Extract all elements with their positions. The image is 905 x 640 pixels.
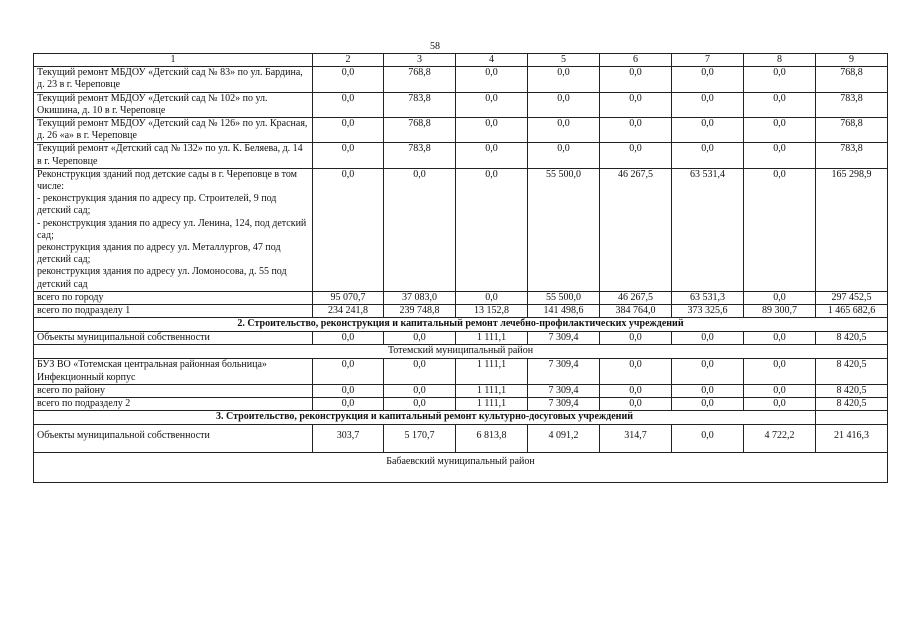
cell-value: 0,0 — [672, 118, 744, 143]
cell-value: 13 152,8 — [456, 305, 528, 318]
cell-value: 0,0 — [744, 92, 816, 117]
cell-value: 1 111,1 — [456, 332, 528, 345]
cell-value: 0,0 — [600, 67, 672, 92]
total-row — [34, 305, 888, 318]
cell-value: 0,0 — [313, 359, 384, 384]
column-number: 6 — [600, 54, 672, 67]
cell-value: 0,0 — [744, 118, 816, 143]
table-row — [34, 143, 888, 168]
cell-value: 0,0 — [313, 143, 384, 168]
section-heading-row — [34, 318, 888, 332]
cell-value: 303,7 — [313, 425, 384, 453]
cell-value: 0,0 — [384, 398, 456, 411]
cell-value: 0,0 — [600, 359, 672, 384]
cell-value: 0,0 — [672, 92, 744, 117]
cell-value: 373 325,6 — [672, 305, 744, 318]
cell-value: 0,0 — [456, 168, 528, 291]
cell-value: 768,8 — [816, 118, 888, 143]
cell-value: 0,0 — [672, 425, 744, 453]
cell-value: 0,0 — [672, 143, 744, 168]
cell-value: 0,0 — [744, 398, 816, 411]
cell-value: 0,0 — [672, 384, 744, 397]
cell-value: 8 420,5 — [816, 398, 888, 411]
cell-value: 384 764,0 — [600, 305, 672, 318]
cell-value: 0,0 — [600, 398, 672, 411]
cell-value: 0,0 — [672, 67, 744, 92]
cell-value: 768,8 — [384, 118, 456, 143]
column-number: 8 — [744, 54, 816, 67]
cell-value: 0,0 — [600, 384, 672, 397]
table-row — [34, 67, 888, 92]
cell-value: 0,0 — [744, 359, 816, 384]
cell-value: 0,0 — [456, 143, 528, 168]
cell-value: 0,0 — [528, 67, 600, 92]
row-name-line: - реконструкция здания по адресу пр. Строителей, 9 под детский сад; — [37, 193, 277, 217]
cell-value: 8 420,5 — [816, 332, 888, 345]
cell-value: 21 416,3 — [816, 425, 888, 453]
row-name: всего по подразделу 2 — [34, 398, 313, 411]
section-heading: 3. Строительство, реконструкция и капитальный ремонт культурно-досуговых учреждений — [34, 411, 816, 425]
cell-value: 0,0 — [384, 332, 456, 345]
cell-value: 7 309,4 — [528, 398, 600, 411]
row-name-line: Реконструкция зданий под детские сады в г. Череповце в том числе: — [37, 168, 297, 193]
cell-value: 63 531,4 — [672, 168, 744, 291]
column-number: 1 — [34, 54, 313, 67]
row-name: Объекты муниципальной собственности — [34, 425, 313, 453]
cell-value: 8 420,5 — [816, 384, 888, 397]
table-row — [34, 425, 888, 453]
column-number: 9 — [816, 54, 888, 67]
cell-value: 768,8 — [384, 67, 456, 92]
cell-value: 1 111,1 — [456, 398, 528, 411]
total-row — [34, 398, 888, 411]
column-number: 4 — [456, 54, 528, 67]
cell-value: 46 267,5 — [600, 291, 672, 304]
cell-value: 0,0 — [528, 143, 600, 168]
cell-value: 783,8 — [384, 143, 456, 168]
cell-value: 0,0 — [744, 143, 816, 168]
cell-value: 297 452,5 — [816, 291, 888, 304]
row-name: Объекты муниципальной собственности — [34, 332, 313, 345]
table-row — [34, 332, 888, 345]
cell-value: 768,8 — [816, 67, 888, 92]
region-heading-row — [34, 453, 888, 483]
cell-value: 0,0 — [313, 118, 384, 143]
column-number: 3 — [384, 54, 456, 67]
cell-value: 55 500,0 — [528, 291, 600, 304]
cell-value: 0,0 — [313, 67, 384, 92]
region-heading-row — [34, 345, 888, 359]
cell-value: 0,0 — [672, 359, 744, 384]
cell-value: 1 465 682,6 — [816, 305, 888, 318]
cell-value: 783,8 — [384, 92, 456, 117]
cell-value: 0,0 — [744, 168, 816, 291]
cell-value: 0,0 — [456, 118, 528, 143]
cell-value: 783,8 — [816, 92, 888, 117]
cell-value: 4 722,2 — [744, 425, 816, 453]
cell-value: 239 748,8 — [384, 305, 456, 318]
cell-value: 63 531,3 — [672, 291, 744, 304]
row-name: всего по подразделу 1 — [34, 305, 313, 318]
cell-value: 0,0 — [672, 398, 744, 411]
table-row — [34, 118, 888, 143]
cell-value: 0,0 — [600, 92, 672, 117]
page-number: 58 — [430, 41, 440, 52]
cell-value: 0,0 — [744, 332, 816, 345]
cell-value: 0,0 — [384, 384, 456, 397]
cell-value: 234 241,8 — [313, 305, 384, 318]
cell-value: 0,0 — [600, 143, 672, 168]
cell-value: 6 813,8 — [456, 425, 528, 453]
row-name: Текущий ремонт МБДОУ «Детский сад № 102» по ул. Окишина, д. 10 в г. Череповце — [34, 92, 313, 117]
cell-value: 37 083,0 — [384, 291, 456, 304]
cell-value: 0,0 — [384, 359, 456, 384]
cell-value: 0,0 — [744, 67, 816, 92]
cell-value: 8 420,5 — [816, 359, 888, 384]
column-number: 7 — [672, 54, 744, 67]
cell-value: 0,0 — [528, 92, 600, 117]
cell-value: 7 309,4 — [528, 332, 600, 345]
cell-value: 1 111,1 — [456, 359, 528, 384]
cell-value: 0,0 — [744, 384, 816, 397]
cell-value: 0,0 — [313, 398, 384, 411]
total-row — [34, 384, 888, 397]
cell-value: 5 170,7 — [384, 425, 456, 453]
row-name: БУЗ ВО «Тотемская центральная районная больница» Инфекционный корпус — [34, 359, 313, 384]
row-name: Текущий ремонт «Детский сад № 132» по ул. К. Беляева, д. 14 в г. Череповце — [34, 143, 313, 168]
row-name: Текущий ремонт МБДОУ «Детский сад № 126» по ул. Красная, д. 26 «а» в г. Череповце — [34, 118, 313, 143]
cell-value: 783,8 — [816, 143, 888, 168]
cell-value: 314,7 — [600, 425, 672, 453]
row-name — [34, 168, 313, 291]
cell-value: 0,0 — [744, 291, 816, 304]
column-number-row — [34, 54, 888, 67]
table-row — [34, 359, 888, 384]
cell-value: 0,0 — [313, 384, 384, 397]
cell-value: 55 500,0 — [528, 168, 600, 291]
cell-value: 4 091,2 — [528, 425, 600, 453]
cell-value: 7 309,4 — [528, 384, 600, 397]
cell-value: 165 298,9 — [816, 168, 888, 291]
region-heading: Тотемский муниципальный район — [34, 345, 888, 359]
table-row — [34, 92, 888, 117]
row-name: всего по району — [34, 384, 313, 397]
cell-value: 0,0 — [600, 332, 672, 345]
cell-value: 141 498,6 — [528, 305, 600, 318]
row-name: Текущий ремонт МБДОУ «Детский сад № 83» по ул. Бардина, д. 23 в г. Череповце — [34, 67, 313, 92]
cell-value: 0,0 — [313, 168, 384, 291]
region-heading: Бабаевский муниципальный район — [34, 453, 888, 483]
cell-value: 46 267,5 — [600, 168, 672, 291]
cell-value: 0,0 — [313, 92, 384, 117]
section-heading: 2. Строительство, реконструкция и капитальный ремонт лечебно-профилактических учреждений — [34, 318, 888, 332]
row-name-line: реконструкция здания по адресу ул. Металлургов, 47 под детский сад; — [37, 242, 281, 266]
cell-value: 0,0 — [672, 332, 744, 345]
cell-value: 1 111,1 — [456, 384, 528, 397]
cell-value: 0,0 — [313, 332, 384, 345]
cell-value: 0,0 — [384, 168, 456, 291]
row-name: всего по городу — [34, 291, 313, 304]
cell-value: 7 309,4 — [528, 359, 600, 384]
cell-value: 0,0 — [456, 291, 528, 304]
cell-value: 89 300,7 — [744, 305, 816, 318]
section-heading-row — [34, 411, 888, 425]
total-row — [34, 291, 888, 304]
empty-cell — [816, 411, 888, 425]
row-name-line: реконструкция здания по адресу ул. Ломоносова, д. 55 под детский сад — [37, 266, 287, 290]
cell-value: 0,0 — [456, 67, 528, 92]
cell-value: 0,0 — [456, 92, 528, 117]
cell-value: 0,0 — [600, 118, 672, 143]
budget-table — [33, 53, 888, 483]
cell-value: 95 070,7 — [313, 291, 384, 304]
row-name-line: - реконструкция здания по адресу ул. Ленина, 124, под детский сад; — [37, 217, 307, 241]
column-number: 5 — [528, 54, 600, 67]
cell-value: 0,0 — [528, 118, 600, 143]
column-number: 2 — [313, 54, 384, 67]
table-row — [34, 168, 888, 291]
